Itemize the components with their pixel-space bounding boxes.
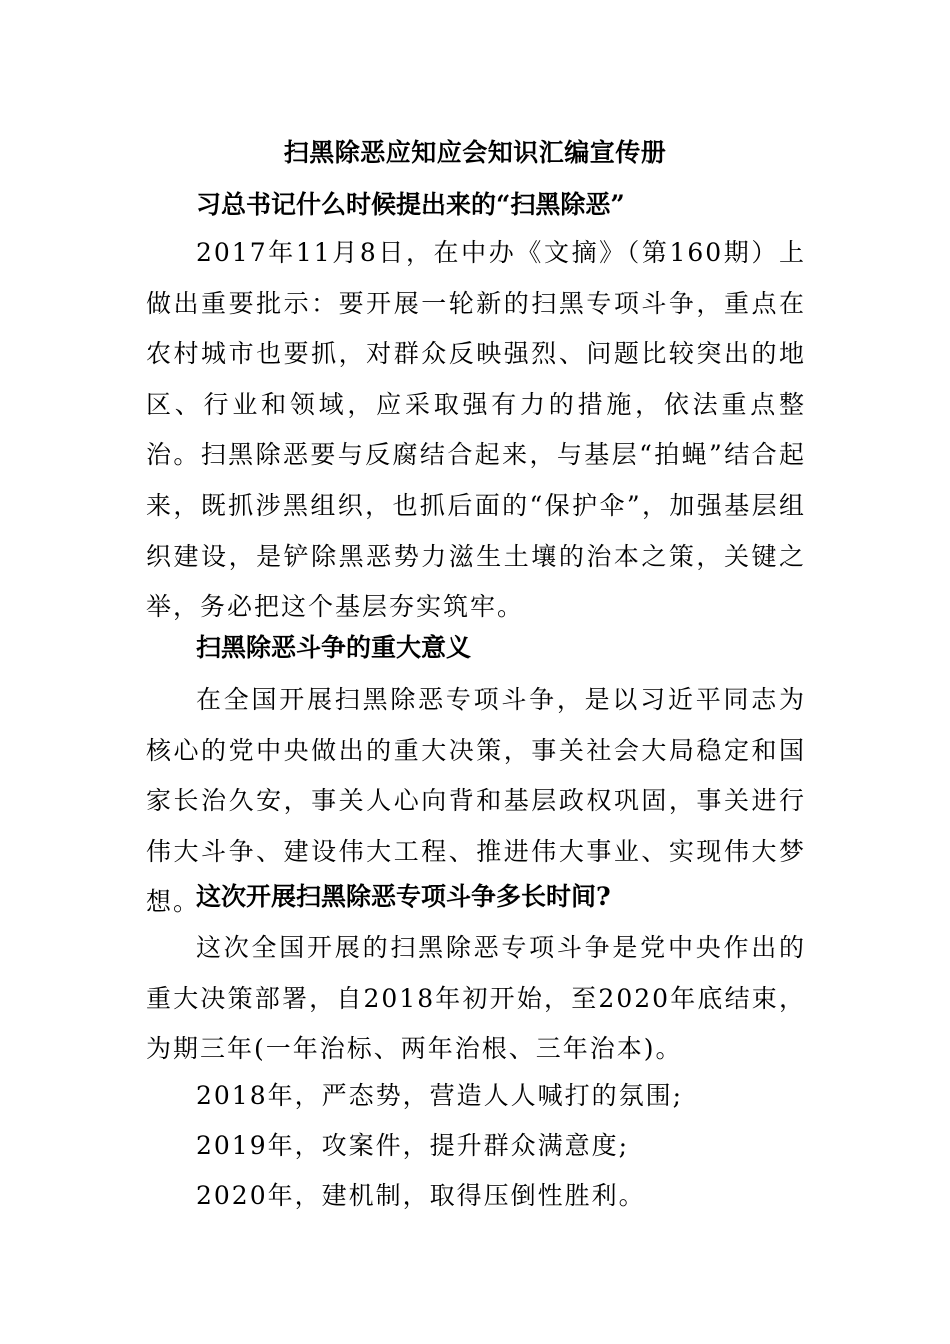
- section-heading-2: 扫黑除恶斗争的重大意义: [196, 633, 472, 662]
- section-paragraph-1: 2017年11月8日，在中办《文摘》（第160期）上做出重要批示：要开展一轮新的扫黑专项斗争，重点在农村城市也要抓，对群众反映强烈、问题比较突出的地区、行业和领域，应采取强有力的措施，依法重点整治。扫黑除恶要与反腐结合起来，与基层“拍蝇”结合起来，既抓涉黑组织，也抓后面的“保护伞”，加强基层组织建设，是铲除黑恶势力滋生土壤的治本之策，关键之举，务必把这个基层夯实筑牢。: [146, 238, 806, 622]
- schedule-line-2018: 2018年，严态势，营造人人喊打的氛围;: [196, 1081, 684, 1110]
- section-paragraph-3: 这次全国开展的扫黑除恶专项斗争是党中央作出的重大决策部署，自2018年初开始，至2020年底结束，为期三年(一年治标、两年治根、三年治本)。: [146, 933, 806, 1064]
- schedule-line-2019: 2019年，攻案件，提升群众满意度;: [196, 1131, 630, 1160]
- section-heading-3: 这次开展扫黑除恶专项斗争多长时间?: [196, 882, 611, 911]
- schedule-line-2020: 2020年，建机制，取得压倒性胜利。: [196, 1181, 646, 1210]
- section-paragraph-2: 在全国开展扫黑除恶专项斗争，是以习近平同志为核心的党中央做出的重大决策，事关社会大局稳定和国家长治久安，事关人心向背和基层政权巩固，事关进行伟大斗争、建设伟大工程、推进伟大事业、实现伟大梦想。: [146, 685, 806, 917]
- section-heading-1: 习总书记什么时候提出来的“扫黑除恶”: [196, 190, 625, 219]
- document-title: 扫黑除恶应知应会知识汇编宣传册: [283, 138, 667, 167]
